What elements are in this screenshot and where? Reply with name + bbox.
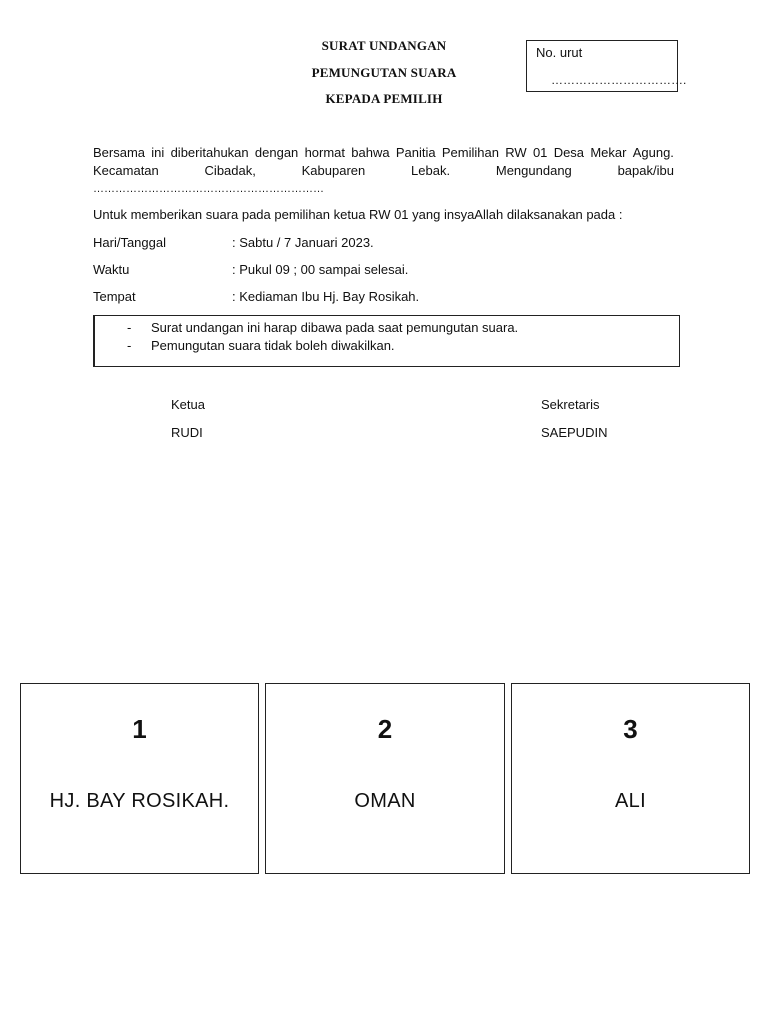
intro-word: Pemilihan: [441, 145, 499, 160]
intro-word: dengan: [254, 145, 299, 160]
title-line-2: PEMUNGUTAN SUARA: [311, 64, 457, 80]
intro-word: Bersama: [93, 145, 146, 160]
candidate-number: 3: [623, 714, 638, 744]
secretary-name: SAEPUDIN: [541, 425, 608, 440]
serial-number-box: [526, 40, 687, 92]
intro-word: Mekar: [590, 145, 627, 160]
intro-word: Agung.: [632, 145, 674, 160]
note-dash: -: [127, 320, 132, 335]
detail-value: : Kediaman Ibu Hj. Bay Rosikah.: [232, 289, 420, 304]
intro-word: hormat: [304, 145, 346, 160]
note-item: [127, 338, 395, 353]
secretary-role: Sekretaris: [541, 397, 600, 412]
intro-word: Mengundang: [495, 163, 572, 178]
intro-word: Cibadak,: [204, 163, 256, 178]
intro-line-1: [93, 144, 674, 162]
detail-date: [93, 235, 374, 250]
intro-word: diberitahukan: [170, 145, 249, 160]
detail-label: Hari/Tanggal: [93, 235, 166, 250]
title-line-3: KEPADA PEMILIH: [325, 91, 443, 106]
candidate-number: 1: [132, 714, 147, 744]
candidate-card-3: [511, 683, 750, 874]
intro-word: Panitia: [395, 145, 436, 160]
detail-label: Waktu: [93, 262, 130, 277]
note-dash: -: [127, 338, 132, 353]
intro-word: Desa: [553, 145, 585, 160]
note-item: [127, 320, 518, 335]
chairman-name: RUDI: [171, 425, 203, 440]
detail-place: [93, 289, 419, 304]
notes-box: [93, 315, 680, 367]
detail-time: [93, 262, 408, 277]
intro-paragraph: [93, 144, 674, 198]
intro-word: Lebak.: [411, 163, 451, 178]
candidate-name: ALI: [615, 790, 646, 812]
note-text: Pemungutan suara tidak boleh diwakilkan.: [151, 338, 395, 353]
intro-line-3-blank: ………………………………………………………: [93, 183, 324, 195]
chairman-role: Ketua: [171, 397, 205, 412]
letter-title: [260, 37, 508, 117]
intro-word: bahwa: [351, 145, 390, 160]
note-text: Surat undangan ini harap dibawa pada saat pemungutan suara.: [151, 320, 519, 335]
candidate-card-2: [265, 683, 505, 874]
detail-value: : Pukul 09 ; 00 sampai selesai.: [232, 262, 409, 277]
purpose-line: Untuk memberikan suara pada pemilihan ketua RW 01 yang insyaAllah dilaksanakan pada :: [93, 207, 623, 222]
serial-number-blank: …………………………….: [551, 73, 687, 87]
title-line-1: SURAT UNDANGAN: [321, 38, 447, 53]
intro-word: 01: [532, 145, 548, 160]
candidate-card-1: [20, 683, 259, 874]
intro-line-2: [93, 162, 674, 180]
candidate-name: OMAN: [354, 790, 416, 812]
candidate-number: 2: [377, 714, 393, 744]
detail-label: Tempat: [93, 289, 136, 304]
intro-word: ini: [151, 145, 165, 160]
intro-word: Kabuparen: [301, 163, 366, 178]
detail-value: : Sabtu / 7 Januari 2023.: [232, 235, 374, 250]
intro-word: Kecamatan: [93, 163, 159, 178]
intro-word: bapak/ibu: [617, 163, 674, 178]
serial-number-label: No. urut: [536, 45, 583, 60]
intro-word: RW: [505, 145, 527, 160]
candidate-name: HJ. BAY ROSIKAH.: [49, 790, 230, 812]
